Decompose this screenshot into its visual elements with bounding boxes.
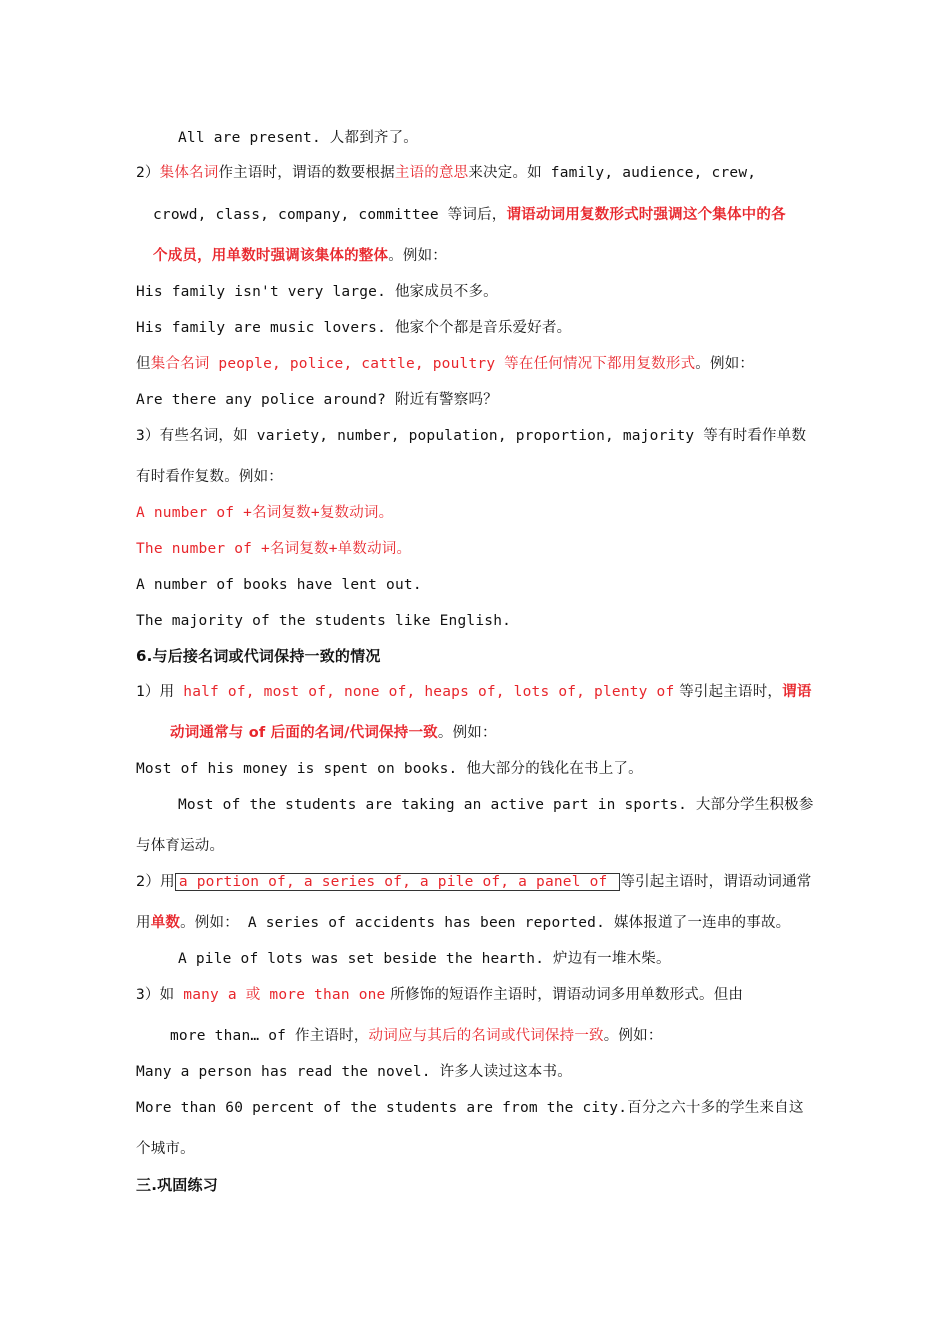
rule-1-line-2	[170, 723, 497, 743]
rule-2-line-2	[153, 205, 786, 225]
text: 用	[136, 915, 151, 931]
example-line: Most of the students are taking an active part in sports. 大部分学生积极参	[178, 797, 814, 813]
rule-3-line-2: 有时看作复数。例如：	[136, 469, 283, 485]
text: 1）用	[136, 684, 184, 700]
example-line-cont: 与体育运动。	[136, 838, 225, 854]
bold-highlight-text: 谓语	[782, 684, 812, 700]
bold-highlight-text: 谓语动词用复数形式时强调这个集体中的各	[506, 207, 786, 223]
example-line: A number of books have lent out.	[136, 577, 422, 593]
example-line: His family isn't very large. 他家成员不多。	[136, 284, 498, 300]
example-line: All are present. 人都到齐了。	[178, 130, 419, 146]
example-line: More than 60 percent of the students are from the city.百分之六十多的学生来自这	[136, 1100, 804, 1116]
note-line	[136, 354, 754, 374]
text: 。例如：	[695, 356, 755, 372]
text: 来决定。如 family, audience, crew,	[468, 165, 757, 181]
rule-3b-line	[136, 985, 743, 1005]
rule-2-line	[136, 163, 756, 183]
text: 。例如： A series of accidents has been reported. 媒体报道了一连串的事故。	[180, 915, 791, 931]
example-line-cont: 个城市。	[136, 1141, 195, 1157]
example-line: A pile of lots was set beside the hearth. 炉边有一堆木柴。	[178, 951, 671, 967]
example-line: His family are music lovers. 他家个个都是音乐爱好者。	[136, 320, 572, 336]
rule-2b-line-2	[136, 913, 790, 933]
highlight-text: 动词应与其后的名词或代词保持一致	[368, 1028, 604, 1044]
boxed-highlight-text: a portion of, a series of, a pile of, a panel of	[175, 873, 621, 891]
bold-highlight-text: 单数	[150, 915, 181, 931]
section-heading: 三.巩固练习	[136, 1176, 218, 1194]
text: 所修饰的短语作主语时，谓语动词多用单数形式。但由	[385, 987, 744, 1003]
example-line: Most of his money is spent on books. 他大部分的钱化在书上了。	[136, 761, 643, 777]
rule-2-line-3	[153, 246, 447, 266]
text: crowd, class, company, committee 等词后，	[153, 207, 507, 223]
rule-2b-line	[136, 872, 812, 892]
section-heading: 6.与后接名词或代词保持一致的情况	[136, 647, 381, 665]
bold-highlight-text: 动词通常与 of 后面的名词/代词保持一致	[170, 725, 438, 741]
text: 作主语时，谓语的数要根据	[218, 165, 395, 181]
highlight-text: 主语的意思	[394, 165, 469, 181]
text: 2）用	[136, 874, 175, 890]
text: 。例如：	[603, 1028, 663, 1044]
text: 2）	[136, 165, 160, 181]
formula-line: A number of +名词复数+复数动词。	[136, 505, 394, 521]
text: 等引起主语时，谓语动词通常	[620, 874, 812, 890]
bold-highlight-text: 个成员，用单数时强调该集体的整体	[153, 248, 389, 264]
text: 等引起主语时，	[674, 684, 783, 700]
formula-line: The number of +名词复数+单数动词。	[136, 541, 412, 557]
text: more than… of 作主语时，	[170, 1028, 369, 1044]
example-line: The majority of the students like English.	[136, 613, 512, 629]
highlight-text: 集体名词	[159, 165, 219, 181]
rule-1-line	[136, 682, 812, 702]
highlight-text: half of, most of, none of, heaps of, lots of, plenty of	[183, 684, 675, 700]
text: 。例如：	[437, 725, 497, 741]
rule-3-line: 3）有些名词，如 variety, number, population, proportion, majority 等有时看作单数	[136, 428, 807, 444]
text: 。例如：	[388, 248, 448, 264]
text: 3）如	[136, 987, 184, 1003]
example-line: Many a person has read the novel. 许多人读过这本书。	[136, 1064, 572, 1080]
text: 但	[136, 356, 151, 372]
highlight-text: many a 或 more than one	[183, 987, 386, 1003]
example-line: Are there any police around? 附近有警察吗？	[136, 392, 498, 408]
highlight-text: 集合名词 people, police, cattle, poultry 等在任何情况下都用复数形式	[150, 356, 696, 372]
rule-3b-line-2	[170, 1026, 663, 1046]
